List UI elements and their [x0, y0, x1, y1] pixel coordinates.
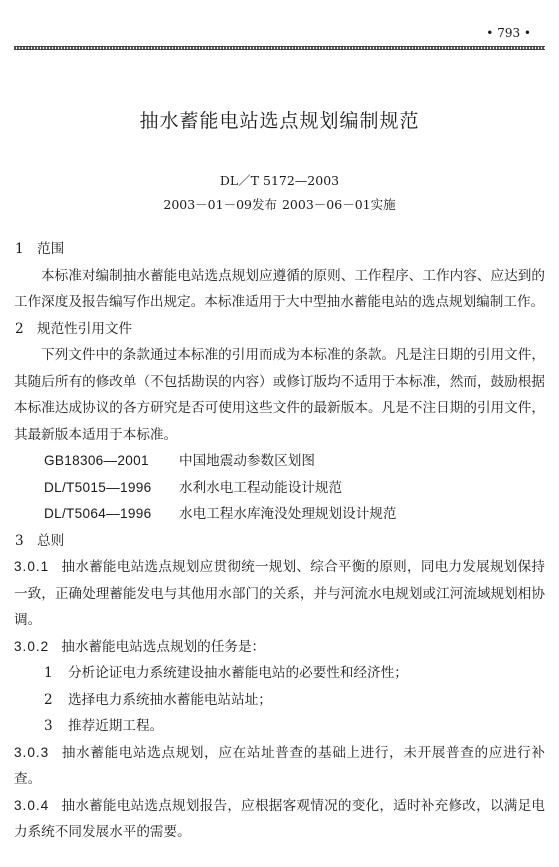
list-item: 3 推荐近期工程。 [44, 718, 164, 734]
clause-3-0-4: 3.0.4 抽水蓄能电站选点规划报告，应根据客观情况的变化，适时补充修改，以满足电力系统不同发展水平的需要。 [14, 797, 545, 840]
page-number: • 793 • [486, 26, 531, 40]
page-header [0, 0, 559, 50]
clause-3-0-1: 3.0.1 抽水蓄能电站选点规划应贯彻统一规划、综合平衡的原则，同电力发展规划保持一致，正确处理蓄能发电与其他用水部门的关系，并与河流水电规划或江河流域规划相协调。 [14, 559, 545, 628]
reference-item: DL/T5064—1996 水电工程水库淹没处理规划设计规范 [44, 506, 397, 522]
reference-item: GB18306—2001 中国地震动参数区划图 [44, 453, 315, 469]
reference-item: DL/T5015—1996 水利水电工程动能设计规范 [44, 479, 343, 496]
list-item: 2 选择电力系统抽水蓄能电站站址； [44, 691, 272, 708]
standard-code: DL／T 5172—2003 [219, 173, 340, 188]
section-2-text: 下列文件中的条款通过本标准的引用而成为本标准的条款。凡是注日期的引用文件，其随后所有的修改单（不包括勘误的内容）或修订版均不适用于本标准，然而，鼓励根据本标准达成协议的各方研究是否可使用这些文件的最新版本。凡是不注日期的引用文件，其最新版本适用于本标准。 [14, 347, 545, 443]
document-title: 抽水蓄能电站选点规划编制规范 [139, 110, 420, 132]
section-heading-3: 3 总则 [15, 532, 65, 549]
standard-dates: 2003－01－09发布 2003－06－01实施 [163, 197, 396, 212]
section-heading-1: 1 范围 [15, 241, 65, 257]
clause-3-0-3: 3.0.3 抽水蓄能电站选点规划，应在站址普查的基础上进行，未开展普查的应进行补查。 [14, 744, 545, 787]
section-heading-2: 2 规范性引用文件 [15, 320, 133, 337]
document-body [14, 236, 545, 846]
header-rule [14, 46, 545, 50]
clause-3-0-2: 3.0.2 抽水蓄能电站选点规划的任务是： [14, 638, 266, 655]
list-item: 1 分析论证电力系统建设抽水蓄能电站的必要性和经济性； [44, 665, 408, 681]
section-1-text: 本标准对编制抽水蓄能电站选点规划应遵循的原则、工作程序、工作内容、应达到的工作深度及报告编写作出规定。本标准适用于大中型抽水蓄能电站的选点规划编制工作。 [14, 267, 545, 310]
